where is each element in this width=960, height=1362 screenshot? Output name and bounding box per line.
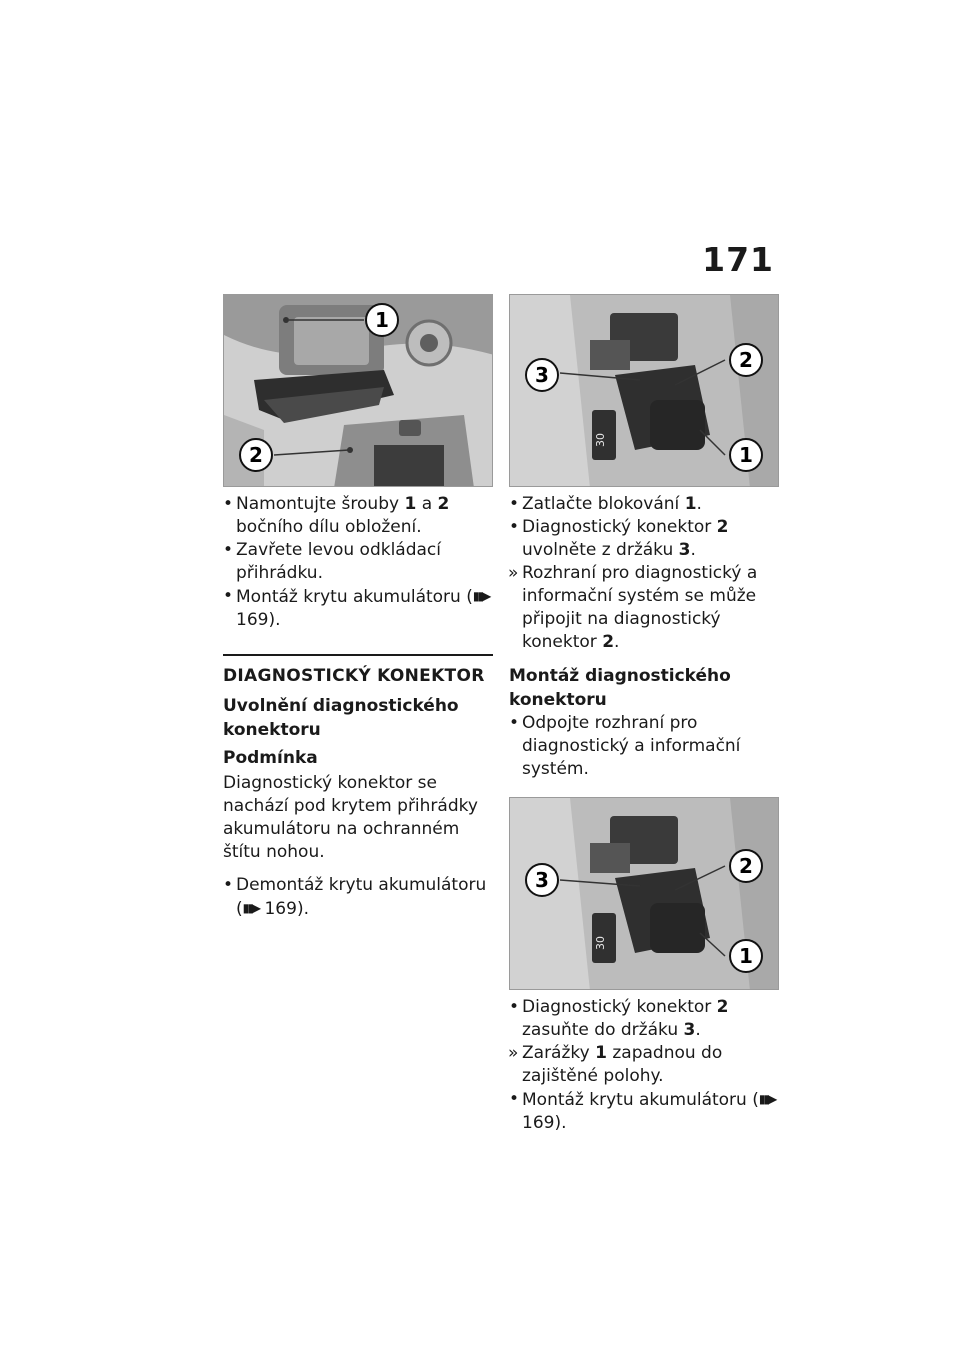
page-reference-link[interactable]: 169 (236, 610, 269, 630)
photo-diagnostic-connector-install (509, 797, 779, 990)
fuse-label: 30 (594, 936, 607, 950)
section-divider (223, 654, 493, 656)
subsection-title: Uvolnění diagnostického konektoru (223, 696, 459, 740)
result-item: » Zarážky 1 zapadnou do zajištěné polohy. (509, 1042, 779, 1088)
right-column (509, 294, 779, 1135)
fuse-label: 30 (594, 433, 607, 447)
step-list-release-connector (509, 493, 779, 654)
page-number: 171 (702, 240, 774, 279)
page-ref-arrow-icon: ▮▮▶ (242, 901, 260, 915)
list-item: • Demontáž krytu akumulátoru (▮▮▶ 169). (223, 874, 493, 921)
list-item: • Montáž krytu akumulátoru (▮▮▶ 169). (509, 1088, 779, 1135)
subsection-title: Montáž diagnostického konektoru (509, 666, 731, 710)
step-list-mount-screws (223, 493, 493, 632)
step-list-insert-connector (509, 996, 779, 1135)
list-item: • Zavřete levou odkládací přihrádku. (223, 539, 493, 585)
connector-illustration-2 (510, 798, 779, 990)
callout-2: 2 (249, 443, 263, 467)
callout-1: 1 (739, 944, 753, 968)
page-ref-arrow-icon: ▮▮▶ (472, 589, 490, 603)
list-item: • Diagnostický konektor 2 uvolněte z držáku 3. (509, 516, 779, 562)
photo-diagnostic-connector-release (509, 294, 779, 487)
list-item: • Odpojte rozhraní pro diagnostický a informační systém. (509, 712, 779, 781)
section-title: DIAGNOSTICKÝ KONEKTOR (223, 666, 485, 686)
list-item: • Zatlačte blokování 1. (509, 493, 779, 516)
result-item: » Rozhraní pro diagnostický a informační systém se může připojit na diagnostický konektor 2. (509, 562, 779, 654)
list-item: • Montáž krytu akumulátoru (▮▮▶ 169). (223, 585, 493, 632)
callout-3: 3 (535, 868, 549, 892)
left-column (223, 294, 493, 921)
callout-2: 2 (739, 854, 753, 878)
condition-label: Podmínka (223, 748, 318, 768)
photo-side-panel-screws (223, 294, 493, 487)
connector-illustration (510, 295, 779, 487)
step-list-remove-cover (223, 874, 493, 921)
side-panel-illustration (224, 295, 493, 487)
callout-2: 2 (739, 348, 753, 372)
callout-1: 1 (375, 308, 389, 332)
callout-1: 1 (739, 443, 753, 467)
page-reference-link[interactable]: 169 (264, 899, 297, 919)
callout-3: 3 (535, 363, 549, 387)
list-item: • Namontujte šrouby 1 a 2 bočního dílu obložení. (223, 493, 493, 539)
page-ref-arrow-icon: ▮▮▶ (758, 1092, 776, 1106)
step-list-disconnect (509, 712, 779, 781)
page-reference-link[interactable]: 169 (522, 1113, 555, 1133)
list-item: • Diagnostický konektor 2 zasuňte do držáku 3. (509, 996, 779, 1042)
condition-text: Diagnostický konektor se nachází pod krytem přihrádky akumulátoru na ochranném štítu nohou. (223, 773, 478, 862)
